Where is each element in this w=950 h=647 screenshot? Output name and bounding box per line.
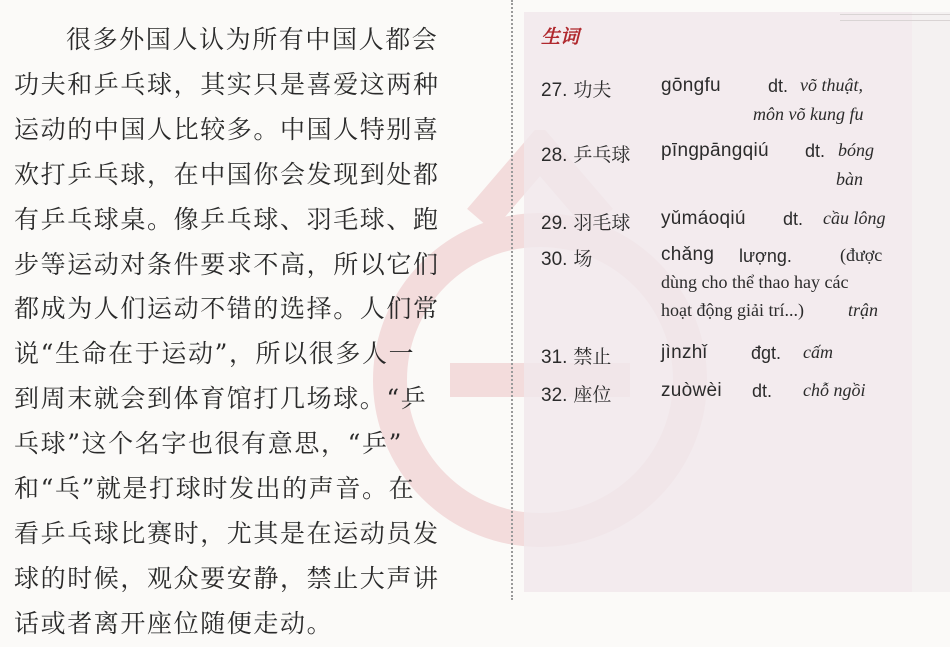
entry-number: 31. — [541, 347, 568, 368]
entry-hanzi: 功夫 — [573, 79, 612, 101]
passage-line: 都成为人们运动不错的选择。人们常 — [14, 294, 440, 324]
entry-hanzi: 场 — [573, 248, 593, 270]
entry-hanzi: 乒乓球 — [573, 144, 631, 166]
entry-pos: dt. — [783, 209, 804, 229]
entry-head — [541, 380, 611, 407]
entry-number: 27. — [541, 80, 568, 101]
entry-note: (được — [840, 245, 883, 265]
passage-line: 运动的中国人比较多。中国人特别喜 — [14, 114, 440, 144]
entry-hanzi: 羽毛球 — [573, 212, 631, 234]
entry-note: hoạt động giải trí...) — [661, 300, 804, 320]
entry-pinyin: zuòwèi — [661, 380, 722, 401]
entry-meaning: trận — [848, 300, 879, 320]
entry-pos: dt. — [768, 76, 789, 96]
passage-line: 和“乓”就是打球时发出的声音。在 — [14, 474, 416, 504]
entry-note: dùng cho thể thao hay các — [661, 272, 849, 292]
entry-pinyin: yǔmáoqiú — [661, 208, 746, 229]
entry-pinyin: jìnzhǐ — [661, 342, 708, 363]
entry-meaning: bóng — [838, 140, 874, 160]
strip-rule — [840, 20, 950, 21]
entry-meaning: bàn — [836, 169, 863, 189]
entry-head — [541, 140, 630, 167]
entry-pinyin: chǎng — [661, 244, 715, 265]
passage-line: 很多外国人认为所有中国人都会 — [66, 25, 439, 54]
entry-head — [541, 208, 630, 235]
entry-head — [541, 244, 592, 271]
entry-pos: đgt. — [751, 343, 782, 363]
column-divider — [511, 0, 513, 600]
entry-pos: dt. — [805, 141, 826, 161]
vocabulary-title: 生词 — [541, 26, 580, 48]
reading-passage — [14, 18, 492, 647]
entry-number: 30. — [541, 249, 568, 270]
entry-pos: lượng. — [739, 246, 792, 266]
entry-pinyin: pīngpāngqiú — [661, 140, 769, 161]
passage-line: 看乒乓球比赛时，尤其是在运动员发 — [14, 518, 440, 548]
entry-pinyin: gōngfu — [661, 75, 721, 96]
entry-meaning: cấm — [803, 342, 833, 362]
passage-line: 欢打乒乓球，在中国你会发现到处都 — [14, 159, 440, 189]
passage-line: 说“生命在于运动”，所以很多人一 — [14, 339, 416, 369]
entry-number: 28. — [541, 145, 568, 166]
entry-meaning: cầu lông — [823, 208, 886, 228]
entry-pos: dt. — [752, 381, 773, 401]
entry-number: 29. — [541, 213, 568, 234]
page-edge-strip — [912, 12, 950, 592]
passage-line: 话或者离开座位随便走动。 — [14, 608, 334, 638]
entry-head — [541, 342, 611, 369]
entry-head — [541, 75, 611, 102]
entry-hanzi: 禁止 — [573, 346, 612, 368]
strip-rule — [840, 14, 950, 15]
entry-meaning: võ thuật, — [800, 75, 863, 95]
passage-line: 球的时候，观众要安静，禁止大声讲 — [14, 563, 440, 593]
passage-line: 步等运动对条件要求不高，所以它们 — [14, 249, 440, 279]
passage-line: 到周末就会到体育馆打几场球。“乒 — [14, 384, 428, 414]
entry-meaning: chỗ ngồi — [803, 380, 866, 400]
passage-line: 有乒乓球桌。像乒乓球、羽毛球、跑 — [14, 204, 440, 234]
passage-line: 功夫和乒乓球，其实只是喜爱这两种 — [14, 69, 440, 99]
entry-hanzi: 座位 — [573, 384, 612, 406]
passage-line: 乓球”这个名字也很有意思，“乒” — [14, 429, 403, 459]
entry-number: 32. — [541, 385, 568, 406]
entry-meaning: môn võ kung fu — [753, 104, 864, 124]
